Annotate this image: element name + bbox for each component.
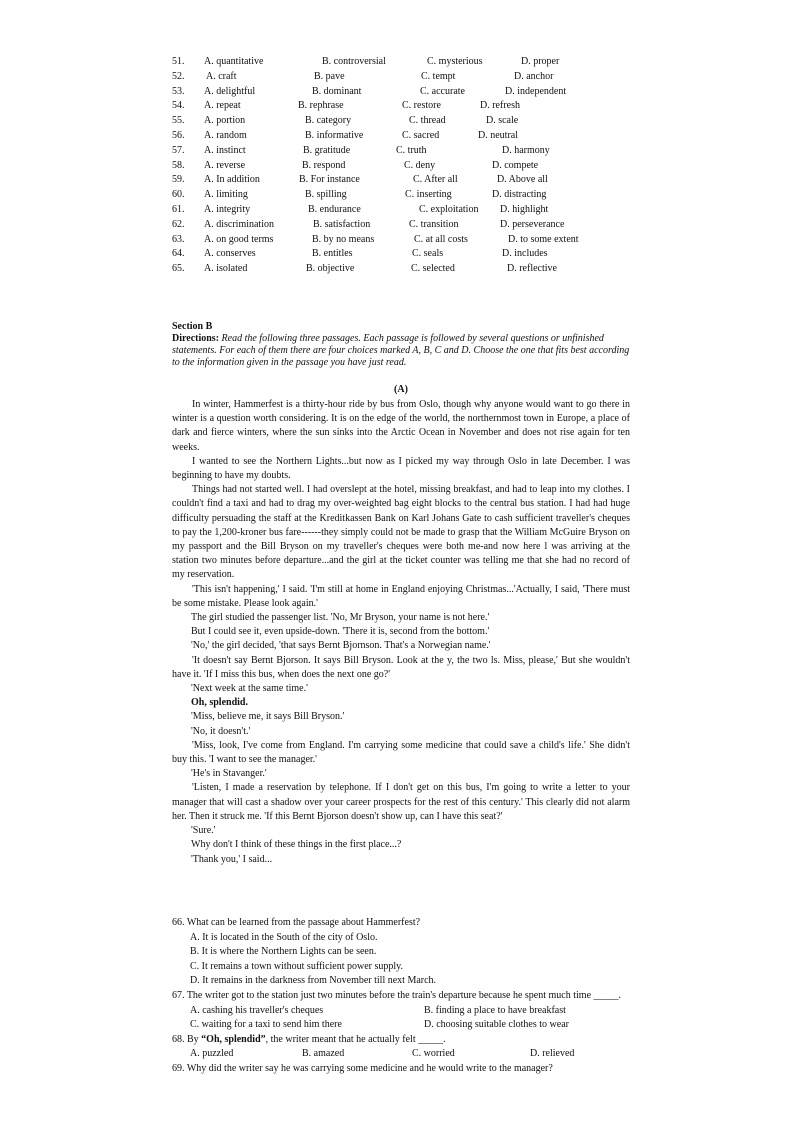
option-a: A. craft: [206, 70, 237, 82]
option-d: D. distracting: [492, 189, 547, 201]
paragraph: 'It doesn't say Bernt Bjorson. It says Bill Bryson. Look at the y, the two ls. Miss, please,' But she wouldn't have it. 'If I miss this bus, when does the next one go?': [172, 654, 630, 680]
option-a: A. integrity: [204, 203, 251, 215]
option-d: D. to some extent: [508, 233, 579, 245]
q67-options-row-1: [172, 1004, 630, 1019]
dialogue-line: 'He's in Stavanger.': [191, 768, 267, 780]
option-b: B. respond: [302, 159, 346, 171]
question-69: 69. Why did the writer say he was carrying some medicine and he would write to the manager?: [172, 1062, 553, 1074]
vocab-row-57: [172, 144, 632, 159]
question-68: [172, 1033, 630, 1048]
option-a: A. discrimination: [204, 218, 274, 230]
paragraph: I wanted to see the Northern Lights...but now as I picked my way through Oslo in late December. I was beginning to have my doubts.: [172, 455, 630, 482]
option-c: C. inserting: [405, 189, 452, 201]
option-d: D. reflective: [507, 263, 557, 275]
vocab-row-51: [172, 55, 632, 70]
option-d: D. independent: [505, 85, 567, 97]
vocab-row-53: [172, 85, 632, 100]
option-b: B. by no means: [312, 233, 375, 245]
vocabulary-options-table: [172, 55, 632, 277]
option-b: B. rephrase: [298, 100, 344, 112]
q68-quote: “Oh, splendid”: [201, 1033, 266, 1045]
question-67: 67. The writer got to the station just two minutes before the train's departure because he spent much time _____.: [172, 989, 622, 1001]
dialogue-line-bold: Oh, splendid.: [191, 697, 248, 709]
option-d: D. scale: [486, 115, 519, 127]
item-number: 61.: [172, 203, 185, 215]
option-c: C. tempt: [421, 70, 456, 82]
option-b: B. For instance: [299, 174, 360, 186]
option-c: C. selected: [411, 263, 455, 275]
dialogue-line: 'No,' the girl decided, 'that says Bernt Bjornson. That's a Norwegian name.': [191, 640, 491, 652]
item-number: 64.: [172, 248, 185, 260]
option-c: C. restore: [402, 100, 441, 112]
dialogue-line: 'Thank you,' I said...: [191, 853, 273, 865]
q67-option-c: C. waiting for a taxi to send him there: [190, 1019, 342, 1031]
dialogue-line: The girl studied the passenger list. 'No, Mr Bryson, your name is not here.': [191, 612, 490, 624]
option-a: A. random: [204, 129, 247, 141]
directions: [172, 333, 630, 369]
item-number: 55.: [172, 115, 185, 127]
option-a: A. In addition: [204, 174, 260, 186]
option-b: B. gratitude: [303, 144, 351, 156]
q68-option-b: B. amazed: [302, 1048, 345, 1060]
question-66: 66. What can be learned from the passage about Hammerfest?: [172, 917, 421, 928]
paragraph: 'This isn't happening,' I said. 'I'm still at home in England enjoying Christmas...'Actually, I said, 'There must be some mistake. Please look again.': [172, 583, 630, 609]
section-title: Section B: [172, 321, 213, 332]
option-b: B. category: [305, 115, 352, 127]
vocab-row-62: [172, 218, 632, 233]
option-d: D. proper: [521, 56, 560, 67]
paragraph: 'Listen, I made a reservation by telephone. If I don't get on this bus, I'm going to write a letter to your manager that will cast a shadow over your career prospects for the rest of this century.' This clearly did not alarm her. Then it struck me. 'If this Bernt Bjorson doesn't show up, can I have this seat?': [172, 782, 630, 822]
dialogue-line: But I could see it, even upside-down. 'There it is, second from the bottom.': [191, 626, 490, 638]
passage-body: [172, 398, 630, 867]
dialogue-line: 'Next week at the same time.': [191, 683, 308, 695]
item-number: 60.: [172, 189, 185, 201]
option-c: C. transition: [409, 218, 459, 230]
option-c: C. exploitation: [419, 203, 479, 215]
passage-title: (A): [394, 384, 408, 395]
q67-option-d: D. choosing suitable clothes to wear: [424, 1019, 569, 1031]
item-number: 56.: [172, 129, 185, 141]
q66-option-c: C. It remains a town without sufficient power supply.: [190, 960, 404, 972]
option-a: A. on good terms: [204, 233, 274, 245]
option-a: A. repeat: [204, 100, 241, 112]
paragraph: In winter, Hammerfest is a thirty-hour ride by bus from Oslo, though why anyone would want to go there in winter is a question worth considering. It is on the edge of the world, the northernmost town in Europe, a place of dark and fierce winters, where the sun sinks into the Arctic Ocean in November and does not rise again for ten weeks.: [172, 399, 630, 453]
option-d: D. perseverance: [500, 218, 565, 230]
dialogue-line: 'Sure.': [191, 825, 216, 837]
option-a: A. limiting: [204, 189, 248, 201]
paragraph: Things had not started well. I had overslept at the hotel, missing breakfast, and had to leap into my clothes. I couldn't find a taxi and had to drag my over-weighted bag eight blocks to the central bus station. I had had huge difficulty persuading the staff at the Kreditkassen Bank on Karl Johans Gate to cash sufficient traveller's cheques to pay the 1,200-kroner bus fare------they simply could not be made to grasp that the William McGuire Bryson on my passport and the Bill Bryson on my traveller's cheques were both me-and now here l was arriving at the station two minutes before departure...and the girl at the ticket counter was telling me that she had no record of my reservation.: [172, 484, 630, 581]
option-d: D. highlight: [500, 203, 549, 215]
option-d: D. refresh: [480, 100, 520, 112]
vocab-row-54: [172, 99, 632, 114]
option-b: B. entitles: [312, 248, 353, 260]
option-b: B. informative: [305, 129, 364, 141]
dialogue-line: 'Miss, believe me, it says Bill Bryson.': [191, 711, 345, 723]
option-b: B. dominant: [312, 85, 362, 97]
option-c: C. truth: [396, 144, 427, 156]
vocab-row-52: [172, 70, 632, 85]
q68-option-a: A. puzzled: [190, 1048, 234, 1060]
item-number: 51.: [172, 56, 185, 67]
item-number: 58.: [172, 159, 185, 171]
item-number: 63.: [172, 233, 185, 245]
option-c: C. at all costs: [414, 233, 468, 245]
q66-option-d: D. It remains in the darkness from November till next March.: [190, 975, 437, 987]
option-c: C. mysterious: [427, 56, 483, 67]
q67-option-a: A. cashing his traveller's cheques: [190, 1004, 324, 1016]
paragraph: 'Miss, look, I've come from England. I'm carrying some medicine that could save a child's life.' She didn't buy this. 'I want to see the manager.': [172, 739, 630, 766]
option-a: A. isolated: [204, 263, 248, 275]
dialogue-line: Why don't I think of these things in the first place...?: [191, 839, 402, 851]
option-d: D. Above all: [497, 174, 548, 186]
item-number: 57.: [172, 144, 185, 156]
q66-option-b: B. It is where the Northern Lights can be seen.: [190, 946, 377, 958]
option-b: B. satisfaction: [313, 218, 371, 230]
option-c: C. thread: [409, 115, 446, 127]
option-d: D. anchor: [514, 70, 554, 82]
vocab-row-64: [172, 247, 632, 262]
option-b: B. spilling: [305, 189, 347, 201]
vocab-row-65: [172, 262, 632, 277]
option-a: A. delightful: [204, 85, 256, 97]
option-b: B. controversial: [322, 56, 386, 67]
q68-suffix: , the writer meant that he actually felt _____.: [265, 1033, 446, 1045]
option-b: B. pave: [314, 70, 345, 82]
option-d: D. neutral: [478, 129, 518, 141]
item-number: 53.: [172, 85, 185, 97]
section-b-header: [172, 321, 630, 369]
option-c: C. seals: [412, 248, 444, 260]
option-d: D. includes: [502, 248, 548, 260]
dialogue-line: 'No, it doesn't.': [191, 725, 251, 737]
option-b: B. objective: [306, 263, 355, 275]
q68-options-row: [172, 1047, 630, 1062]
q68-option-c: C. worried: [412, 1048, 455, 1060]
option-a: A. instinct: [204, 144, 246, 156]
option-a: A. reverse: [204, 159, 246, 171]
item-number: 62.: [172, 218, 185, 230]
vocab-row-63: [172, 233, 632, 248]
q68-option-d: D. relieved: [530, 1048, 575, 1060]
q67-options-row-2: [172, 1018, 630, 1033]
q66-option-a: A. It is located in the South of the city of Oslo.: [190, 931, 378, 943]
option-c: C. deny: [404, 159, 436, 171]
vocab-row-56: [172, 129, 632, 144]
option-a: A. quantitative: [204, 56, 264, 67]
item-number: 59.: [172, 174, 185, 186]
vocab-row-58: [172, 159, 632, 174]
vocab-row-59: [172, 173, 632, 188]
option-d: D. harmony: [502, 144, 550, 156]
q68-prefix: 68. By: [172, 1033, 202, 1045]
option-a: A. conserves: [204, 248, 256, 260]
option-d: D. compete: [492, 159, 539, 171]
item-number: 65.: [172, 263, 185, 275]
item-number: 52.: [172, 70, 185, 82]
questions-block: [172, 916, 630, 1077]
directions-text: Read the following three passages. Each passage is followed by several questions or unfinished statements. For each of them there are four choices marked A, B, C and D. Choose the one that fits best according to the information given in the passage you have just read.: [172, 333, 630, 368]
option-c: C. After all: [413, 174, 458, 186]
q67-option-b: B. finding a place to have breakfast: [424, 1004, 566, 1016]
option-c: C. sacred: [402, 129, 440, 141]
vocab-row-60: [172, 188, 632, 203]
directions-label: Directions:: [172, 333, 220, 344]
option-b: B. endurance: [308, 203, 361, 215]
vocab-row-61: [172, 203, 632, 218]
option-a: A. portion: [204, 115, 246, 127]
item-number: 54.: [172, 100, 185, 112]
option-c: C. accurate: [420, 85, 465, 97]
vocab-row-55: [172, 114, 632, 129]
